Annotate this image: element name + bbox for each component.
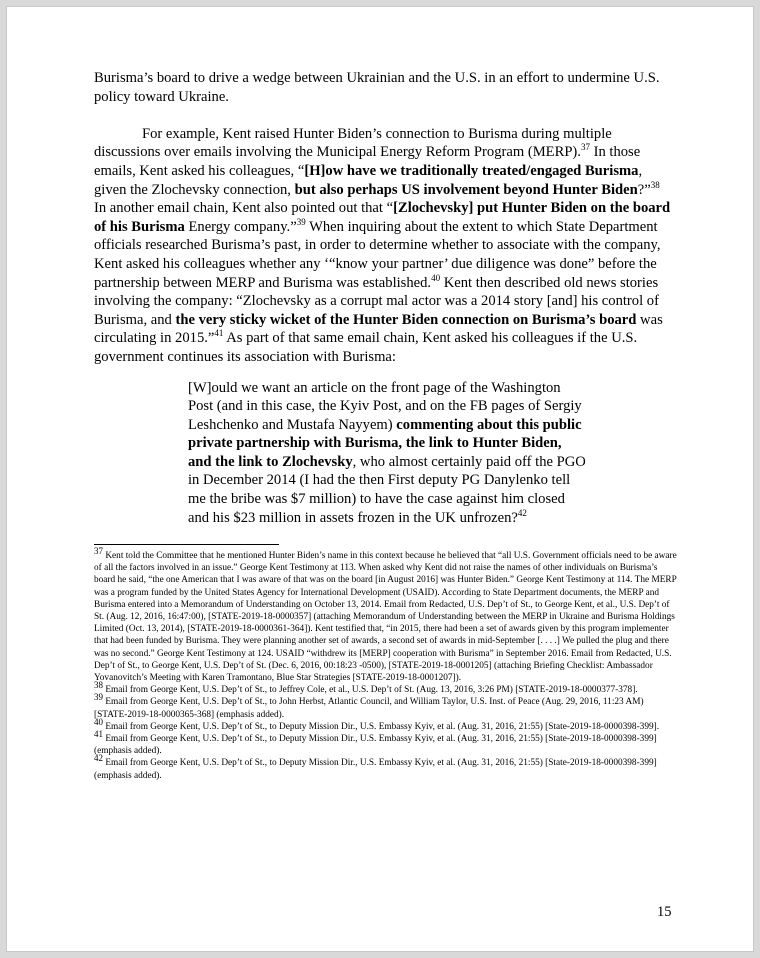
paragraph-2: [94, 125, 674, 367]
footnote-38: [94, 680, 679, 696]
body-text: [94, 69, 674, 527]
footnote-ref: 39: [296, 216, 306, 227]
footnote-ref: 37: [580, 142, 590, 153]
text-run: In those emails, Kent asked his colleagues, “: [94, 144, 641, 179]
footnote-ref: 38: [650, 179, 660, 190]
text-run: , who almost certainly paid off the PGO in December 2014 (I had the then First deputy PG Danylenko tell me the bribe was $7 million) to have the case against him closed and his $23 million in assets frozen in the UK unfrozen?: [188, 453, 586, 526]
emphasis-text: the very sticky wicket of the Hunter Biden connection on Burisma’s board: [175, 311, 637, 328]
footnote-number: 39: [94, 692, 103, 703]
text-run: ?”: [637, 181, 651, 198]
footnote-ref: 41: [214, 328, 224, 339]
footnote-text: Email from George Kent, U.S. Dep’t of St., to Jeffrey Cole, et al., U.S. Dep’t of St. (Aug. 13, 2016, 3:26 PM) [STATE-2019-18-0000377-378].: [103, 685, 638, 696]
page-number: 15: [657, 904, 672, 920]
footnotes: [94, 545, 679, 782]
footnote-separator: [94, 544, 279, 545]
text-run: As part of that same email chain, Kent asked his colleagues if the U.S. government continues its association with Burisma:: [94, 330, 638, 365]
footnote-number: 38: [94, 680, 103, 691]
text-run: In another email chain, Kent also pointed out that “: [94, 200, 394, 217]
text-run: [W]ould we want an article on the front page of the Washington Post (and in this case, the Kyiv Post, and on the FB pages of Sergiy Leshchenko and Mustafa Nayyem): [188, 379, 582, 433]
footnote-42: [94, 753, 679, 781]
text-run: Kent then described old news stories involving the company: “Zlochevsky as a corrupt mal actor was a 2014 story [and] his control of Burisma, and: [94, 274, 659, 328]
footnote-number: 37: [94, 545, 103, 556]
text-run: When inquiring about the extent to which State Department officials researched Burisma’s past, in order to determine whether to associate with the company, Kent asked his colleagues whether any ‘“know your partner’ due diligence was done” before the partnership between MERP and Burisma was established.: [94, 218, 661, 291]
footnote-number: 41: [94, 728, 103, 739]
footnote-41: [94, 728, 679, 757]
footnote-ref: 42: [517, 507, 527, 518]
footnote-number: 40: [94, 716, 103, 727]
emphasis-text: [H]ow have we traditionally treated/engaged Burisma: [304, 162, 639, 179]
footnote-number: 42: [94, 753, 103, 764]
text-run: Energy company.”: [184, 218, 297, 235]
document-page: [6, 6, 754, 952]
footnote-40: [94, 716, 679, 733]
footnote-text: Email from George Kent, U.S. Dep’t of St., to John Herbst, Atlantic Council, and William Taylor, U.S. Inst. of Peace (Aug. 29, 2016, 11:23 AM) [STATE-2019-18-0000365-368] (emphasis added).: [94, 697, 644, 720]
text-run: was circulating in 2015.”: [94, 311, 663, 347]
emphasis-text: but also perhaps US involvement beyond Hunter Biden: [294, 181, 638, 198]
footnote-text: Email from George Kent, U.S. Dep’t of St., to Deputy Mission Dir., U.S. Embassy Kyiv, et al. (Aug. 31, 2016, 21:55) [State-2019-18-0000398-399].: [103, 721, 660, 732]
footnote-ref: 40: [431, 272, 441, 283]
footnote-39: [94, 692, 679, 720]
paragraph-1: Burisma’s board to drive a wedge between Ukrainian and the U.S. in an effort to undermine U.S. policy toward Ukraine.: [94, 70, 660, 105]
text-run: For example, Kent raised Hunter Biden’s connection to Burisma during multiple discussions over emails involving the Municipal Energy Reform Program (MERP).: [94, 125, 612, 161]
footnote-text: Email from George Kent, U.S. Dep’t of St., to Deputy Mission Dir., U.S. Embassy Kyiv, et al. (Aug. 31, 2016, 21:55) [State-2019-18-0000398-399] (emphasis added).: [94, 758, 657, 781]
footnote-text: Email from George Kent, U.S. Dep’t of St., to Deputy Mission Dir., U.S. Embassy Kyiv, et al. (Aug. 31, 2016, 21:55) [State-2019-18-0000398-399] (emphasis added).: [94, 734, 657, 757]
footnote-text: Kent told the Committee that he mentioned Hunter Biden’s name in this context because he believed that “all U.S. Government officials need to be aware of all the factors involved in an issue.” George Kent Testimony at 113. When asked why Kent did not raise the names of other individuals on Burisma’s board he said, “the one American that I was aware of that was on the board [in August 2016] was Hunter Biden.” George Kent Testimony at 114. The MERP was a program funded by the United States Agency for International Development (USAID). According to State Department documents, the MERP and Burisma entered into a Memorandum of Understanding on October 13, 2014. Email from Redacted, U.S. Dep’t of St., to George Kent, et al., U.S. Dep’t of St. (Aug. 12, 2016, 16:47:00), [STATE-2019-18-0000357] (attaching Memorandum of Understanding between the MERP in Ukraine and Burisma Holdings Limited (Oct. 13, 2014), [STATE-2019-18-0000361-364]). Kent testified that, “in 2015, there had been a set of awards given by this program implementer that had been funded by Burisma. They were planning another set of awards, a second set of awards in mid-September [. . . .] We pulled the plug and there was no second.” George Kent Testimony at 124. USAID “withdrew its [MERP] cooperation with Burisma” in September 2016. Email from Redacted, U.S. Dep’t of St., to George Kent, U.S. Dep’t of St. (Dec. 6, 2016, 00:18:23 -0500), [STATE-2019-18-0001205] (attaching Briefing Checklist: Ambassador Yovanovitch’s Meeting with Karen Tramontano, Blue Star Strategies [STATE-2019-18-0001207]).: [94, 551, 677, 684]
text-run: , given the Zlochevsky connection,: [94, 162, 643, 198]
footnote-37: [94, 545, 679, 684]
block-quote: [188, 379, 588, 528]
emphasis-text: commenting about this public private partnership with Burisma, the link to Hunter Biden, and the link to Zlochevsky: [188, 416, 582, 470]
emphasis-text: [Zlochevsky] put Hunter Biden on the board of his Burisma: [94, 200, 671, 235]
